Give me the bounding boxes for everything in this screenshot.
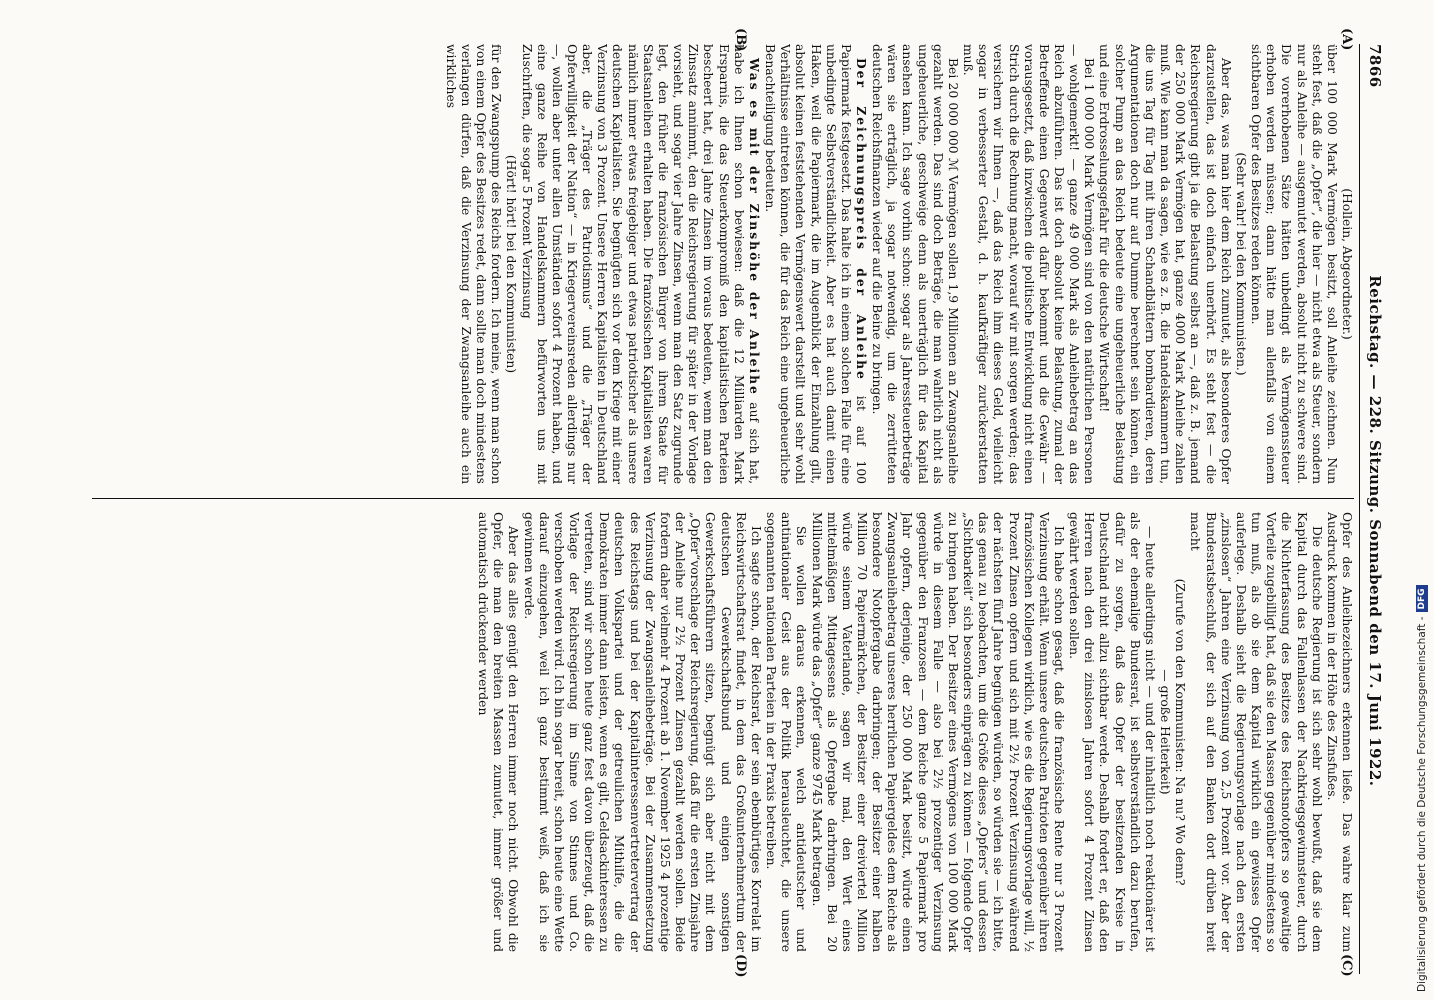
paragraph: Bei 20 000 000 ℳ Vermögen sollen 1,9 Millionen an Zwangsanleihe gezahlt werden. Das sind doch Beträge, die man wahrlich nicht als ungeheuerliche, geschweige denn als unerträglich für das Kapital ansehen kann. Ich sage vorhin schon: sogar als Jahressteuerbeträge wären sie erträglich, ja sogar notwendig, um die zerrütteten deutschen Reichsfinanzen wieder auf die Beine zu bringen. (870, 44, 960, 484)
margin-marker-c: (C) (1339, 954, 1354, 977)
interjection: — große Heiterkeit) (1158, 669, 1173, 795)
paragraph: — heute allerdings nicht — und der inhaltlich noch reaktionärer ist als der ehemalige Bundesrat, ist selbstverständlich dazu berufen, dafür zu sorgen, daß das Opfer der besitzenden Kreise in Deutschland nicht allzu sichtbar werde. Deshalb fordert er, daß den Herren nach den drei zinslosen Jahren sofort 4 Prozent Zinsen gewährt werden sollen. (1067, 512, 1157, 952)
dfg-logo: DFG (1416, 585, 1428, 612)
digitization-footer (1414, 2, 1430, 992)
interjection: (Hört! hört! bei den Kommunisten) (504, 154, 519, 374)
paragraph: über 100 000 Mark Vermögen besitzt, soll Anleihe zeichnen. Nun steht fest, daß die „Opfer“, die hier — nicht etwa als Steuer, sondern nur als Anleihe — ausgemutet werden, absolut nicht zu schwere sind. Die vorerhobenen Sätze hätten unbedingt als Vermögenssteuer erhoben werden müssen; dann hätte man allenfalls von einem sichtbaren Opfer des Besitzes reden können. (1249, 44, 1339, 484)
left-column (92, 44, 1354, 484)
paragraph: Bei 1 000 000 Mark Vermögen sind von den natürlichen Personen — wohlgemerkt! — ganze 49 000 Mark als Anleihebetrag an das Reich abzuführen. Das ist doch absolut keine Belastung, zumal der Betreffende einen Gegenwert dafür bekommt und die Gewähr — vorausgesetzt, daß inzwischen die politische Entwicklung nicht einen Strich durch die Rechnung macht, worauf wir mit sorgen werden; das versichern wir Ihnen —, daß das Reich ihm dieses Geld, vielleicht sogar in verbesserter Gestalt, d. h. kaufkräftiger zurückerstatten muß. (961, 44, 1097, 484)
page-title: Reichstag. — 228. Sitzung. Sonnabend den 17. Juni 1922. (1366, 275, 1384, 787)
header-rule (1359, 44, 1360, 974)
paragraph-text: ist auf 100 Papiermark festgesetzt. Das halte ich in einem solchen Falle für eine unbedingte Selbstverständlichkeit. Aber es hat auch damit einen Haken, weil die Papiermark, die im Augenblick der Einzahlung gilt, absolut keinen feststehenden Vermögenswert darstellt und sehr wohl Verhältnisse eintreten können, die für das Reich eine ungeheuerliche Benachteiligung bedeuten. (763, 44, 868, 484)
emphasis: Der Zeichnungspreis der Anleihe (854, 58, 869, 381)
paragraph (762, 44, 869, 484)
page-number: 7866 (1366, 44, 1384, 88)
paragraph: Ich sagte schon, der Reichsrat, der sein ebenbürtiges Korrelat im Reichswirtschaftsrat findet, in dem das Großunternehmertum der deutschen Gewerkschaftsbund und einigen sonstigen Gewerkschaftsführern sitzen, begnügt sich aber nicht mit dem „Opfer“vorschlage der Reichsregierung, daß für die ersten Zinsjahre der Anleihe nur 2½ Prozent Zinsen gezahlt werden sollen. Beide fordern daher vielmehr 4 Prozent ab 1. November 1925 4 prozentige Verzinsung der Zwangsanleihebeträge. Bei der Zusammensetzung des Reichstags und bei der Kapitalinteressenvertretervertrag der deutschen Volkspartei und der getreulichen Mithilfe, die die Demokraten immer dann leisten, wenn es gilt, Geldsackinteressen zu vertreten, sind wir schon heute ganz fest davon überzeugt, daß die Vorlage der Reichsregierung im Sinne von Stinnes und Co. verschoben werden wird. Ich bin sogar bereit, schon heute eine Wette darauf einzugehen, weil ich ganz bestimmt weiß, daß ich sie gewinnen werde. (521, 512, 763, 952)
right-column (92, 512, 1354, 952)
margin-marker-a: (A) (1339, 28, 1354, 51)
paragraph: Aber das alles genügt den Herren immer noch nicht. Obwohl die Opfer, die man den breiten Massen zumutet, immer größer und automatisch drückender werden (476, 512, 521, 952)
footer-text: Digitalisierung gefördert durch die Deutsche Forschungsgemeinschaft - (1416, 616, 1428, 992)
paragraph: Ich habe schon gesagt, daß die französische Rente nur 3 Prozent Verzinsung erhält. Wenn unsere deutschen Patrioten gegenüber ihren französischen Kollegen wirklich, wie es die Regierungsvorlage will, ½ Prozent Zinsen opfern und sich mit 2½ Prozent Verzinsung während der nächsten fünf Jahre begnügen würden, so würden sie — ich bitte, das genau zu beobachten, um die Größe dieses „Opfers“ und dessen „Sichtbarkeit“ sich besonders einprägen zu können — folgende Opfer zu bringen haben. Der Besitzer eines Vermögens von 100 000 Mark würde in diesem Falle — also bei 2½ prozentiger Verzinsung gegenüber den Franzosen — dem Reiche ganze 5 Papiermark pro Jahr opfern, derjenige, der 250 000 Mark besitzt, würde einen Zwangsanleihebetrag unseres herrlichen Papiergeldes dem Reiche als besondere Notopfergabe darbringen; der Besitzer einer halben Million 70 Papiermärkchen, der Besitzer einer dreiviertel Million würde seinem Vaterlande, sagen wir mal, den Wert eines mittelmäßigen Mittagessens als Opfergabe darbringen. Bei 20 Millionen Mark würde das „Opfer“ ganze 9745 Mark betragen. (809, 512, 1067, 952)
margin-marker-b: (B) (733, 28, 748, 52)
rotated-page-content (83, 28, 1388, 984)
speaker-label: (Hollein, Abgeordneter.) (1340, 188, 1354, 340)
margin-marker-d: (D) (733, 954, 748, 978)
interjection: (Zurufe von den Kommunisten: Na nu? Wo denn? (1173, 578, 1188, 886)
paragraph: Sie wollen daraus erkennen, welch antideutscher und antinationaler Geist aus der Politik herausleuchtet, die unsere sogenannten nationalen Parteien in der Praxis betreiben. (764, 512, 809, 952)
paragraph: Opfer des Anleihezeichners erkennen ließe. Das wahre klar zum Ausdruck kommen in der Höhe des Zinsfußes. (1324, 512, 1354, 952)
emphasis: Was es mit der Zinshöhe der Anleihe (746, 58, 762, 396)
paragraph (518, 44, 762, 484)
paragraph: Die deutsche Regierung ist sich sehr wohl bewußt, daß sie dem Kapital durch das Fallenlassen der Nachkriegsgewinnsteuer, durch die Nichterfassung des Besitzes des Reichsnotopfers so gewaltige Vorteile zugebilligt hat, daß sie den Massen gegenüber mindestens so tun muß, als ob sie dem Kapital wirklich ein gewisses Opfer auferlege. Deshalb sieht die Regierungsvorlage nach den ersten „zinslosen“ Jahren eine Verzinsung von 2,5 Prozent vor. Aber der Bundesratsbeschluß, der sich auf den Banken dort drüben breit macht (1188, 512, 1324, 952)
paragraph: Aber das, was man hier dem Reich zumutet, als besonderes Opfer darzustellen, das ist doch einfach unerhört. Es steht fest — die Reichsregierung gibt ja die Belastung selbst an —, daß z. B. jemand der 250 000 Mark Vermögen hat, ganze 4000 Mark Anleihe zahlen muß. Wie kann man da sagen, wie es z. B. die Handelskammern tun, die uns Tag für Tag mit ihren Schandblättern bombardieren, deren Argumentationen doch nur auf Dumme berechnet sein können, ein solcher Pump an das Reich bedeute eine ungeheuerliche Belastung und eine Erdrosselungsgefahr für die deutsche Wirtschaft! (1097, 44, 1233, 484)
page-header (1362, 44, 1388, 974)
interjection: (Sehr wahr! bei den Kommunisten.) (1233, 152, 1248, 376)
paragraph-text: auf sich hat, habe ich Ihnen schon bewiesen: daß die 12 Milliarden Mark Ersparnis, die das Steuerkompromiß den kapitalistischen Parteien bescheert hat, drei Jahre Zinsen im voraus bedeuten, wenn man den Zinssatz annimmt, den die Reichsregierung für später in der Vorlage vorsieht, und sogar vier Jahre Zinsen, wenn man den Satz zugrunde legt, den früher die französischen Bürger von ihrem Staate für Staatsanleihen erhalten haben. Die französischen Kapitalisten waren nämlich immer etwas freigebiger und etwas patriotischer als unsere deutschen Kapitalisten. Sie begnügten sich vor dem Kriege mit einer Verzinsung von 3 Prozent. Unsere Herren Kapitalisten in Deutschland aber, die „Träger des Patriotismus“ und die „Träger der Opferwilligkeit der Nation“ — in Kriegervereinsreden allerdings nur —, wollen aber unter allen Umständen sofort 4 Prozent haben, und eine ganze Reihe von Handelskammern befürworten uns mit Zuschriften, die sogar 5 Prozent Verzinsung (519, 44, 761, 484)
column-divider (92, 498, 1354, 499)
paragraph: für den Zwangspump des Reichs fordern. Ich meine, wenn man schon von einem Opfer des Besitzes redet, dann sollte man doch mindestens verlangen dürfen, daß die Verzinsung der Zwangsanleihe auch ein wirkliches (443, 44, 504, 484)
